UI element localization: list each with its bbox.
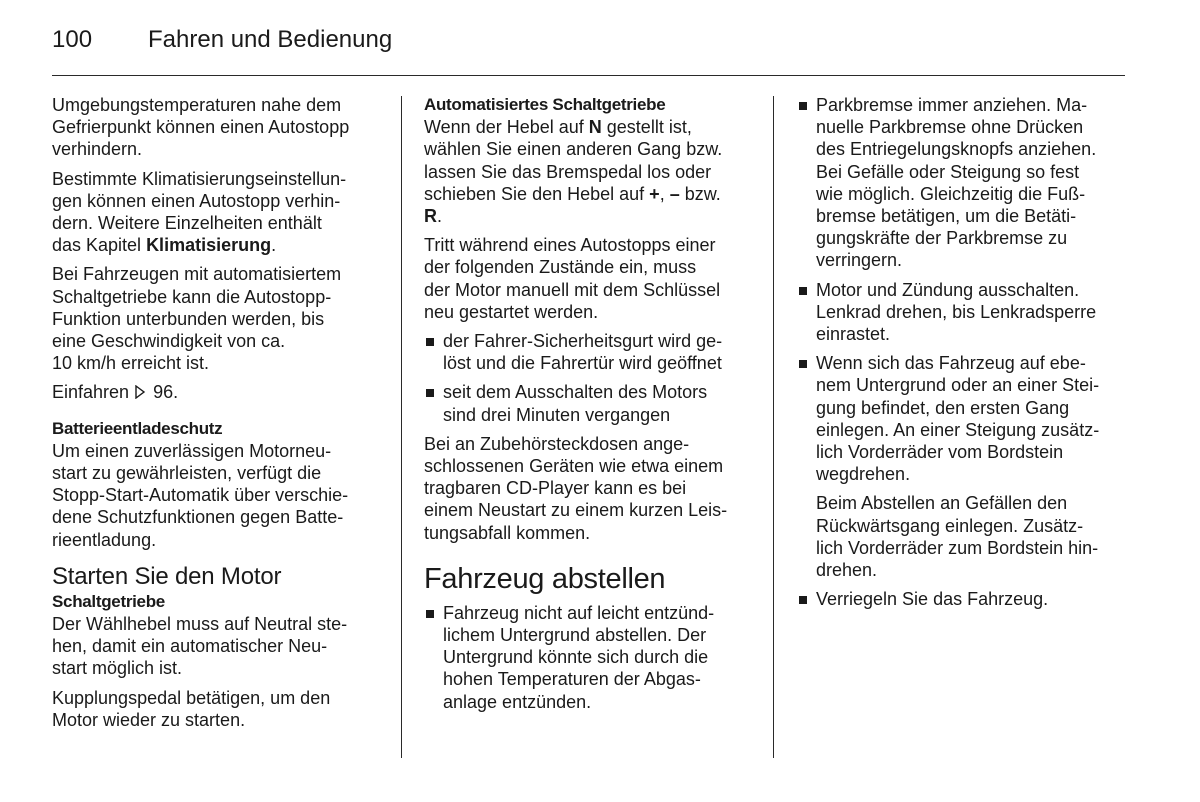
- list-item-text: Fahrzeug nicht auf leicht entzünd- lichem Untergrund abstellen. Der Untergrund könnte sich durch die hohen Temperaturen der Abgas- anlage entzünden.: [443, 602, 715, 712]
- text: Bestimmte Klimatisierungseinstellun- gen können einen Autostopp verhin- dern. Weitere Einzelheiten enthält das Kapitel: [52, 168, 347, 256]
- list-item: [424, 381, 756, 425]
- subheading: Automatisiertes Schaltgetriebe: [424, 95, 666, 114]
- text: .: [437, 206, 443, 227]
- gear-label: N: [588, 117, 602, 138]
- column-divider: [773, 96, 774, 758]
- cross-reference-link[interactable]: Klimatisierung: [146, 235, 272, 256]
- list-item: [424, 602, 756, 713]
- gear-label: R: [424, 206, 437, 227]
- arrow-reference-icon: [134, 381, 148, 403]
- column-3: [797, 94, 1127, 617]
- gear-label: +: [649, 183, 660, 204]
- text: gestellt ist, wählen Sie einen anderen Gang bzw. lassen Sie das Bremspedal los oder schieben Sie den Hebel auf: [424, 117, 723, 204]
- list-item-continuation: Beim Abstellen an Gefällen den Rückwärtsgang einlegen. Zusätz- lich Vorderräder zum Bordstein hin- drehen.: [816, 493, 1099, 581]
- subheading: Schaltgetriebe: [52, 591, 165, 611]
- list-item: [424, 330, 756, 374]
- text: .: [271, 235, 277, 256]
- bullet-icon: [799, 102, 807, 110]
- list-item-text: Parkbremse immer anziehen. Ma- nuelle Parkbremse ohne Drücken des Entriegelungsknopfs anziehen. Bei Gefälle oder Steigung so fest wie möglich. Gleichzeitig die Fuß- bremse betätigen, um die Betäti- gungskräfte der Parkbremse zu verringern.: [816, 95, 1097, 271]
- paragraph: Tritt während eines Autostopps einer der folgenden Zustände ein, muss der Motor manuell mit dem Schlüssel neu gestartet werden.: [424, 235, 721, 322]
- paragraph: Bei an Zubehörsteckdosen ange- schlossenen Geräten wie etwa einem tragbaren CD-Player kann es bei einem Neustart zu einem kurzen Leis- tungsabfall kommen.: [424, 433, 728, 543]
- paragraph: Der Wählhebel muss auf Neutral ste- hen, damit ein automatischer Neu- start möglich ist.: [52, 614, 348, 679]
- column-divider: [401, 96, 402, 758]
- bullet-icon: [426, 610, 434, 618]
- paragraph: Um einen zuverlässigen Motorneu- start zu gewährleisten, verfügt die Stopp-Start-Automatik über verschie- dene Schutzfunktionen gegen Batte- rieentladung.: [52, 440, 349, 550]
- list-item: [797, 352, 1127, 485]
- section-heading: Fahrzeug abstellen: [424, 562, 666, 595]
- gear-label: –: [669, 183, 680, 204]
- text: bzw.: [684, 183, 721, 204]
- text: ,: [659, 183, 670, 204]
- text: Einfahren: [52, 382, 135, 403]
- column-2: [424, 94, 756, 720]
- bullet-icon: [799, 596, 807, 604]
- bullet-icon: [426, 389, 434, 397]
- list-item: [797, 279, 1127, 346]
- subheading: Batterieentladeschutz: [52, 418, 223, 438]
- paragraph: Umgebungstemperaturen nahe dem Gefrierpunkt können einen Autostopp verhindern.: [52, 95, 350, 160]
- paragraph: Kupplungspedal betätigen, um den Motor wieder zu starten.: [52, 687, 331, 730]
- header-rule: [52, 75, 1125, 76]
- list-item-text: Motor und Zündung ausschalten. Lenkrad drehen, bis Lenkradsperre einrastet.: [816, 279, 1097, 345]
- text: 96.: [148, 382, 179, 403]
- list-item-text: Verriegeln Sie das Fahrzeug.: [816, 589, 1049, 610]
- list-item-text: Wenn sich das Fahrzeug auf ebe- nem Untergrund oder an einer Stei- gung befindet, den ersten Gang einlegen. An einer Steigung zusätz- lich Vorderräder vom Bordstein wegdrehen.: [816, 353, 1100, 485]
- paragraph: [424, 116, 756, 227]
- paragraph: Bei Fahrzeugen mit automatisiertem Schaltgetriebe kann die Autostopp- Funktion unterbunden werden, bis eine Geschwindigkeit von ca. 10 km/h erreicht ist.: [52, 264, 342, 374]
- bullet-icon: [426, 338, 434, 346]
- page-reference[interactable]: [52, 381, 382, 403]
- bullet-icon: [799, 287, 807, 295]
- list-item: [797, 94, 1127, 272]
- column-1: [52, 94, 382, 738]
- text: Wenn der Hebel auf: [424, 117, 589, 138]
- chapter-title: Fahren und Bedienung: [148, 26, 393, 53]
- section-heading: Starten Sie den Motor: [52, 562, 282, 590]
- page-number: 100: [52, 26, 93, 53]
- bullet-icon: [799, 360, 807, 368]
- paragraph: [52, 168, 382, 257]
- list-item-text: der Fahrer-Sicherheitsgurt wird ge- löst und die Fahrertür wird geöffnet: [443, 331, 723, 374]
- list-item-text: seit dem Ausschalten des Motors sind drei Minuten vergangen: [443, 382, 708, 425]
- list-item: [797, 588, 1127, 610]
